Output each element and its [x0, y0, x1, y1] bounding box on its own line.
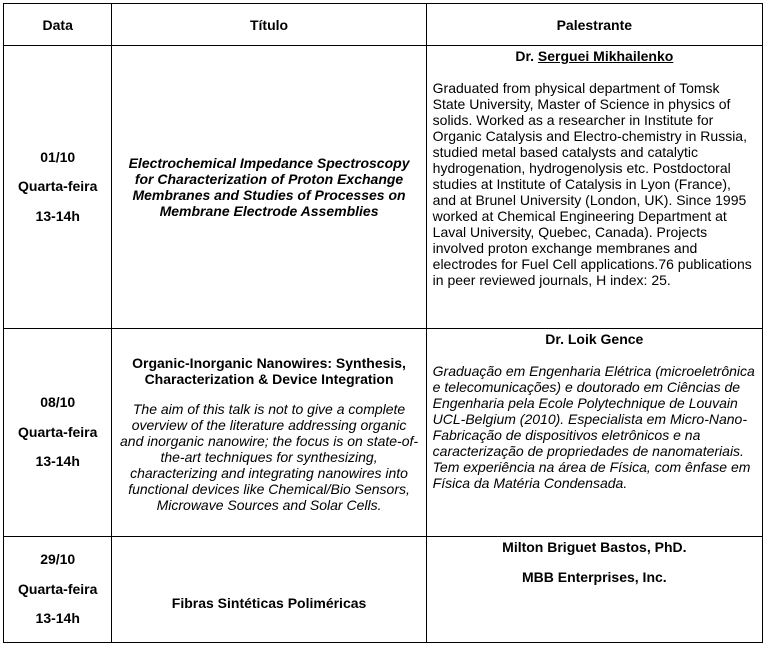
table-row: [4, 46, 763, 329]
date-cell: [4, 537, 112, 643]
time: 13-14h: [35, 207, 80, 224]
header-date: Data: [4, 4, 112, 46]
header-speaker: Palestrante: [426, 4, 762, 46]
speaker-bio: Graduação em Engenharia Elétrica (microeletrônica e telecomunicações) e doutorado em Ciências de Engenharia pela Ecole Polytechnique de Louvain UCL-Belgium (2010). Especialista em Micro-Nano-Fabricação de dispositivos eletrônicos e na caracterização de propriedades de nanomateriais. Tem experiência na área de Física, com ênfase em Física da Matéria Condensada.: [432, 363, 755, 491]
date: 08/10: [40, 394, 76, 411]
speaker-name: Milton Briguet Bastos, PhD.: [502, 539, 687, 555]
table-row: [4, 537, 763, 643]
talk-title: Organic-Inorganic Nanowires: Synthesis, Characterization & Device Integration: [132, 355, 406, 387]
time: 13-14h: [35, 453, 80, 470]
talk-title: Fibras Sintéticas Poliméricas: [171, 594, 367, 611]
date: 29/10: [40, 551, 76, 568]
speaker-surname: Serguei Mikhailenko: [537, 48, 674, 64]
date-cell: [4, 46, 112, 329]
speaker-cell: [426, 537, 762, 643]
speaker-name: [427, 48, 762, 64]
talk-title: Electrochemical Impedance Spectroscopy for Characterization of Proton Exchange Membranes and Studies of Processes on Membrane Electrode Assemblies: [128, 155, 410, 219]
date-cell: [4, 329, 112, 537]
talk-abstract: The aim of this talk is not to give a complete overview of the literature addressing organic and inorganic nanowire; the focus is on state-of-the-art techniques for synthesizing, characterizing and integrating nanowires into functional devices like Chemical/Bio Sensors, Microwave Sources and Solar Cells.: [120, 401, 419, 513]
weekday: Quarta-feira: [18, 580, 98, 597]
speaker-prefix: Dr.: [515, 48, 538, 64]
table-row: [4, 329, 763, 537]
speaker-cell: [426, 329, 762, 537]
date: 01/10: [40, 148, 76, 165]
weekday: Quarta-feira: [18, 423, 98, 440]
speaker-bio: Graduated from physical department of Tomsk State University, Master of Science in physics of solids. Worked as a researcher in Institute for Organic Catalysis and Electro-chemistry in Russia, studied metal based catalysts and catalytic hydrogenation, hydrogenolysis etc. Postdoctoral studies at Institute of Catalysis in Lyon (France), and at Brunel University (London, UK). Since 1995 worked at Chemical Engineering Department at Laval University, Quebec, Canada). Projects involved proton exchange membranes and electrodes for Fuel Cell applications.76 publications in peer reviewed journals, H index: 25.: [432, 80, 752, 288]
time: 13-14h: [35, 610, 80, 627]
speaker-organization: MBB Enterprises, Inc.: [521, 569, 667, 585]
header-title: Título: [112, 4, 426, 46]
speaker-cell: [426, 46, 762, 329]
title-cell: [112, 46, 426, 329]
weekday: Quarta-feira: [18, 178, 98, 195]
speaker-name: Dr. Loik Gence: [545, 331, 644, 347]
title-cell: [112, 537, 426, 643]
title-cell: [112, 329, 426, 537]
header-row: [4, 4, 763, 46]
schedule-table: [3, 3, 763, 643]
